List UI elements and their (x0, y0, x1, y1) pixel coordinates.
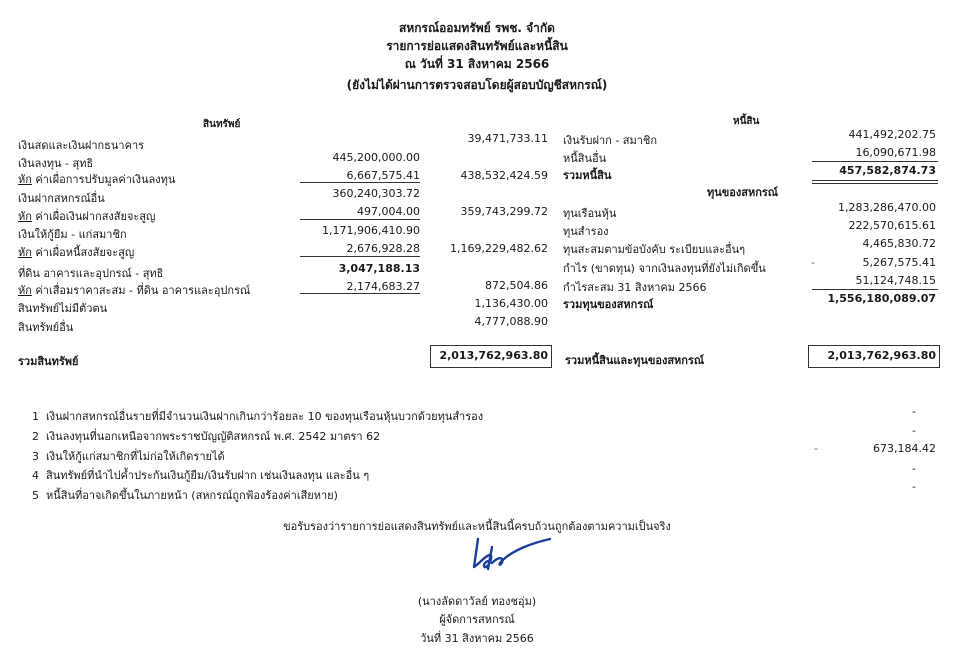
equity-value: 4,465,830.72 (862, 237, 936, 250)
asset-label: เงินสดและเงินฝากธนาคาร (18, 139, 145, 152)
signature-date: วันที่ 31 สิงหาคม 2566 (420, 632, 534, 645)
note-item: 4 สินทรัพย์ที่นำไปค้ำประกันเงินกู้ยืม/เงินรับฝาก เช่นเงินลงทุน และอื่น ๆ (32, 469, 370, 482)
asset-subvalue: 3,047,188.13 (338, 262, 420, 275)
negative-sign: - (811, 256, 815, 269)
subtotal-rule (812, 161, 938, 162)
asset-value: 872,504.86 (485, 279, 548, 292)
signatory-name: (นางลัดดาวัลย์ ทองชอุ่ม) (417, 595, 537, 608)
asset-label: เงินให้กู้ยืม - แก่สมาชิก (18, 228, 127, 241)
asset-value: 39,471,733.11 (467, 132, 548, 145)
subtotal-rule (300, 293, 420, 294)
asset-subvalue: 2,174,683.27 (346, 280, 420, 293)
asset-value: 1,136,430.00 (474, 297, 548, 310)
asset-label: เงินฝากสหกรณ์อื่น (18, 192, 105, 205)
equity-value: 1,283,286,470.00 (838, 201, 936, 214)
equity-total-value: 1,556,180,089.07 (827, 292, 936, 305)
company-name: สหกรณ์ออมทรัพย์ รพช. จำกัด (399, 21, 555, 35)
assets-total-label: รวมสินทรัพย์ (18, 355, 79, 368)
asset-subvalue: 445,200,000.00 (332, 151, 420, 164)
asset-value: 4,777,088.90 (474, 315, 548, 328)
equity-total-label: รวมทุนของสหกรณ์ (563, 298, 654, 311)
asset-label: ที่ดิน อาคารและอุปกรณ์ - สุทธิ (18, 267, 164, 280)
report-date: ณ วันที่ 31 สิงหาคม 2566 (404, 57, 550, 71)
liabilities-title: หนี้สิน (733, 116, 760, 127)
asset-subvalue: 497,004.00 (357, 205, 420, 218)
note-item: 5 หนี้สินที่อาจเกิดขึ้นในภายหน้า (สหกรณ์ถูกฟ้องร้องค่าเสียหาย) (32, 489, 338, 502)
equity-value: 51,124,748.15 (855, 274, 936, 287)
note-item: 2 เงินลงทุนที่นอกเหนือจากพระราชบัญญัติสหกรณ์ พ.ศ. 2542 มาตรา 62 (32, 430, 381, 443)
equity-label: กำไรสะสม 31 สิงหาคม 2566 (563, 281, 707, 294)
asset-subvalue: 360,240,303.72 (332, 187, 420, 200)
asset-subvalue: 6,667,575.41 (346, 169, 420, 182)
liability-label: เงินรับฝาก - สมาชิก (563, 134, 658, 147)
liabilities-total-label: รวมหนี้สิน (563, 169, 612, 182)
liability-value: 441,492,202.75 (848, 128, 936, 141)
asset-label: เงินลงทุน - สุทธิ (18, 157, 94, 170)
equity-label: ทุนสะสมตามข้อบังคับ ระเบียบและอื่นๆ (563, 243, 746, 256)
report-title: รายการย่อแสดงสินทรัพย์และหนี้สิน (386, 39, 568, 53)
note-value: 673,184.42 (873, 442, 936, 455)
asset-value: 438,532,424.59 (460, 169, 548, 182)
note-item: 1 เงินฝากสหกรณ์อื่นรายที่มีจำนวนเงินฝากเกินกว่าร้อยละ 10 ของทุนเรือนหุ้นบวกด้วยทุนสำรอง (32, 410, 484, 423)
negative-sign: - (814, 442, 818, 455)
asset-value: 1,169,229,482.62 (450, 242, 548, 255)
signature-image (462, 533, 562, 578)
subtotal-rule (300, 219, 420, 220)
asset-label: หัก ค่าเผื่อเงินฝากสงสัยจะสูญ (18, 210, 156, 223)
equity-title: ทุนของสหกรณ์ (707, 186, 779, 199)
note-item: 3 เงินให้กู้แก่สมาชิกที่ไม่ก่อให้เกิดรายได้ (32, 450, 225, 463)
equity-value: 222,570,615.61 (848, 219, 936, 232)
audit-note: (ยังไม่ได้ผ่านการตรวจสอบโดยผู้สอบบัญชีสหกรณ์) (346, 78, 608, 92)
equity-label: กำไร (ขาดทุน) จากเงินลงทุนที่ยังไม่เกิดขึ้น (563, 262, 766, 275)
asset-subvalue: 1,171,906,410.90 (322, 224, 420, 237)
note-value: - (912, 480, 916, 493)
liabilities-total-value: 457,582,874.73 (839, 164, 936, 177)
certification-text: ขอรับรองว่ารายการย่อแสดงสินทรัพย์และหนี้สินนี้ครบถ้วนถูกต้องตามความเป็นจริง (283, 520, 671, 533)
total-double-rule (812, 180, 938, 184)
subtotal-rule (300, 256, 420, 257)
grand-total-label: รวมหนี้สินและทุนของสหกรณ์ (565, 354, 705, 367)
equity-label: ทุนสำรอง (563, 225, 609, 238)
assets-total-value: 2,013,762,963.80 (439, 349, 548, 362)
asset-label: หัก ค่าเผื่อหนี้สงสัยจะสูญ (18, 246, 135, 259)
liability-label: หนี้สินอื่น (563, 152, 607, 165)
note-value: - (912, 462, 916, 475)
note-value: - (912, 405, 916, 418)
note-value: - (912, 424, 916, 437)
asset-subvalue: 2,676,928.28 (346, 242, 420, 255)
signatory-position: ผู้จัดการสหกรณ์ (439, 613, 515, 626)
asset-value: 359,743,299.72 (460, 205, 548, 218)
asset-label: หัก ค่าเสื่อมราคาสะสม - ที่ดิน อาคารและอุปกรณ์ (18, 284, 251, 297)
subtotal-rule (300, 182, 420, 183)
liability-value: 16,090,671.98 (855, 146, 936, 159)
equity-label: ทุนเรือนหุ้น (563, 207, 617, 220)
grand-total-value: 2,013,762,963.80 (827, 349, 936, 362)
asset-label: สินทรัพย์อื่น (18, 321, 74, 334)
asset-label: หัก ค่าเผื่อการปรับมูลค่าเงินลงทุน (18, 173, 176, 186)
equity-value: 5,267,575.41 (862, 256, 936, 269)
subtotal-rule (812, 289, 938, 290)
assets-title: สินทรัพย์ (203, 119, 241, 130)
asset-label: สินทรัพย์ไม่มีตัวตน (18, 302, 108, 315)
